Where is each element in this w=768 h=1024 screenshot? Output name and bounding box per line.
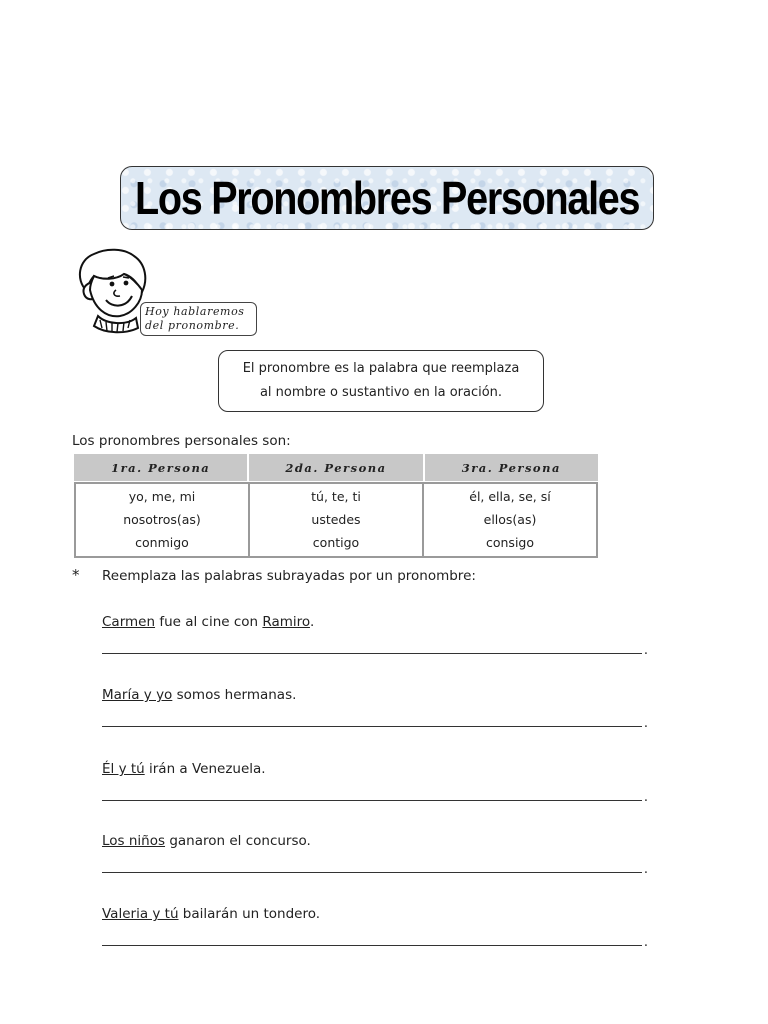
exercise-sentence bbox=[102, 614, 647, 634]
line-end-dot: . bbox=[643, 643, 648, 658]
title-banner bbox=[120, 166, 654, 230]
underlined-word: María y yo bbox=[102, 687, 173, 703]
first-person-cell bbox=[76, 484, 250, 556]
answer-line[interactable] bbox=[102, 935, 648, 950]
line-end-dot: . bbox=[643, 716, 648, 731]
underlined-word: Carmen bbox=[102, 614, 156, 630]
definition-box bbox=[218, 350, 544, 412]
underlined-word: Los niños bbox=[102, 833, 166, 849]
exercise-item bbox=[102, 906, 648, 950]
table-cell: yo, me, mi bbox=[128, 489, 196, 504]
sentence-text: fue al cine con bbox=[155, 614, 263, 630]
line-end-dot: . bbox=[643, 935, 648, 950]
speech-bubble bbox=[140, 302, 257, 336]
exercise-item bbox=[102, 833, 648, 877]
table-header-row bbox=[74, 454, 598, 481]
exercise-sentence bbox=[102, 833, 647, 853]
table-cell: contigo bbox=[312, 535, 360, 550]
intro-text: Los pronombres personales son: bbox=[72, 433, 291, 449]
speech-line-2: del pronombre. bbox=[145, 319, 240, 332]
answer-line[interactable] bbox=[102, 790, 648, 805]
sentence-text: . bbox=[309, 614, 315, 630]
sentence-text: somos hermanas. bbox=[172, 687, 297, 703]
table-cell: tú, te, ti bbox=[311, 489, 361, 504]
sentence-text: ganaron el concurso. bbox=[165, 833, 311, 849]
header-first-person: 1ra. Persona bbox=[74, 454, 249, 481]
underlined-word: Ramiro bbox=[262, 614, 310, 630]
exercise-item bbox=[102, 687, 648, 731]
header-third-person: 3ra. Persona bbox=[461, 460, 561, 475]
page-title: Los Pronombres Personales bbox=[134, 172, 640, 224]
underlined-word: Él y tú bbox=[102, 761, 145, 777]
line-end-dot: . bbox=[643, 790, 648, 805]
instruction bbox=[72, 566, 476, 584]
exercise-sentence bbox=[102, 687, 647, 707]
table-cell: consigo bbox=[485, 535, 534, 550]
table-cell: nosotros(as) bbox=[123, 512, 201, 527]
exercise-sentence bbox=[102, 906, 647, 926]
line-end-dot: . bbox=[643, 862, 648, 877]
exercise-item bbox=[102, 614, 648, 658]
answer-line[interactable] bbox=[102, 716, 648, 731]
sentence-text: bailarán un tondero. bbox=[178, 906, 321, 922]
second-person-cell bbox=[250, 484, 424, 556]
header-second-person: 2da. Persona bbox=[249, 454, 424, 481]
exercise-sentence bbox=[102, 761, 647, 781]
answer-line[interactable] bbox=[102, 862, 648, 877]
table-cell: ustedes bbox=[311, 512, 361, 527]
table-cell: conmigo bbox=[135, 535, 189, 550]
exercise-item bbox=[102, 761, 648, 805]
table-cell: ellos(as) bbox=[483, 512, 537, 527]
definition-line-2: al nombre o sustantivo en la oración. bbox=[259, 385, 503, 400]
bullet-star: * bbox=[72, 566, 80, 584]
table-cell: él, ella, se, sí bbox=[469, 489, 551, 504]
underlined-word: Valeria y tú bbox=[102, 906, 179, 922]
definition-line-1: El pronombre es la palabra que reemplaza bbox=[242, 361, 520, 376]
speech-line-1: Hoy hablaremos bbox=[145, 305, 245, 318]
table-body-row bbox=[74, 482, 598, 558]
answer-line[interactable] bbox=[102, 643, 648, 658]
third-person-cell bbox=[424, 484, 596, 556]
instruction-text: Reemplaza las palabras subrayadas por un pronombre: bbox=[102, 568, 476, 584]
sentence-text: irán a Venezuela. bbox=[144, 761, 266, 777]
pronoun-table bbox=[74, 454, 598, 558]
